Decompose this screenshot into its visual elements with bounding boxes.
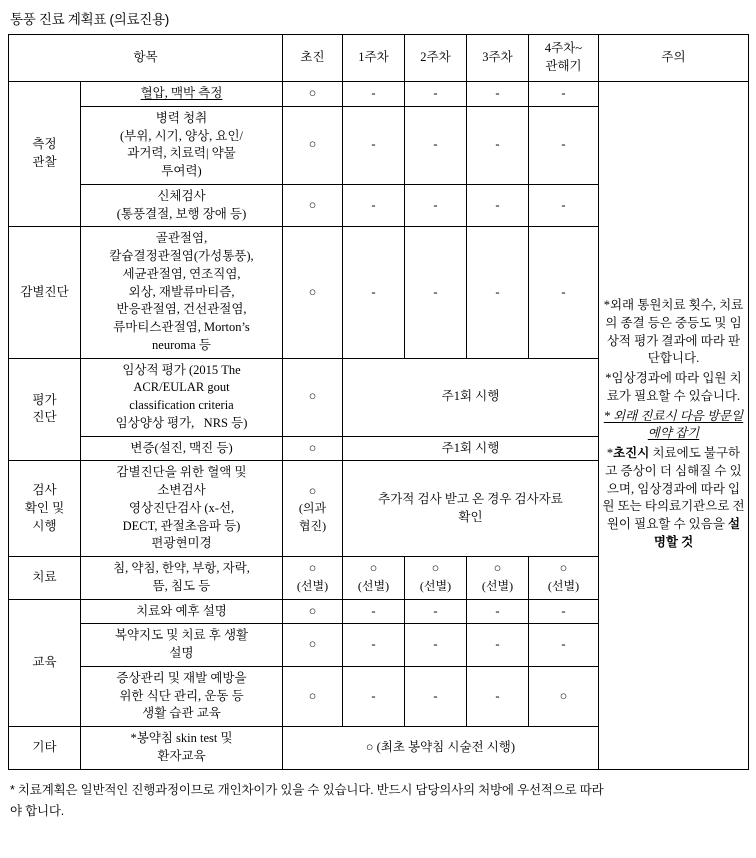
header-first-visit: 초진: [283, 35, 343, 82]
category-treatment: 치료: [9, 557, 81, 600]
mark-week3: -: [467, 599, 529, 624]
footnote: [10, 780, 746, 823]
footnote-line-2: 야 합니다.: [10, 803, 65, 818]
item-label: 임상적 평가 (2015 The ACR/EULAR gout classification criteria 임상양상 평가, NRS 등): [81, 358, 283, 436]
mark-week1: -: [343, 599, 405, 624]
item-label: 복약지도 및 치료 후 생활 설명: [81, 624, 283, 667]
header-week3: 3주차: [467, 35, 529, 82]
mark-first-visit: ○ (의과 협진): [283, 461, 343, 557]
category-etc: 기타: [9, 727, 81, 770]
notes-cell: [599, 82, 749, 770]
mark-week3: -: [467, 82, 529, 107]
mark-week1: -: [343, 666, 405, 726]
header-week1: 1주차: [343, 35, 405, 82]
mark-week4-plus: -: [529, 184, 599, 227]
item-label: 변증(설진, 맥진 등): [81, 436, 283, 461]
item-label: 골관절염, 칼슘결정관절염(가성통풍), 세균관절염, 연조직염, 외상, 재발류마티즘, 반응관절염, 건선관절염, 류마티스관절염, Morton’s neuroma 등: [81, 227, 283, 358]
header-item: 항목: [9, 35, 283, 82]
mark-bee-venom-skin-test: ○ (최초 봉약침 시술전 시행): [283, 727, 599, 770]
mark-week1: -: [343, 82, 405, 107]
mark-first-visit: ○: [283, 227, 343, 358]
mark-first-visit: ○: [283, 184, 343, 227]
category-measurement-observation: 측정 관찰: [9, 82, 81, 227]
mark-week2: -: [405, 227, 467, 358]
mark-week1: -: [343, 184, 405, 227]
mark-week2: -: [405, 106, 467, 184]
mark-week4-plus: -: [529, 82, 599, 107]
page-title: 통풍 진료 계획표 (의료진용): [10, 12, 169, 27]
mark-week2: -: [405, 82, 467, 107]
mark-additional-exam: 추가적 검사 받고 온 경우 검사자료 확인: [343, 461, 599, 557]
table-row: [9, 82, 749, 107]
mark-week4-plus: ○: [529, 666, 599, 726]
item-label: 증상관리 및 재발 예방을 위한 식단 관리, 운동 등 생활 습관 교육: [81, 666, 283, 726]
mark-week2: -: [405, 184, 467, 227]
mark-weekly: 주1회 시행: [343, 358, 599, 436]
mark-week3: -: [467, 184, 529, 227]
category-differential-diagnosis: 감별진단: [9, 227, 81, 358]
header-week2: 2주차: [405, 35, 467, 82]
item-label: 혈압, 맥박 측정: [81, 82, 283, 107]
mark-first-visit: ○: [283, 666, 343, 726]
mark-week2: ○ (선별): [405, 557, 467, 600]
mark-week2: -: [405, 624, 467, 667]
mark-week1: -: [343, 227, 405, 358]
note-line-3: * 외래 진료시 다음 방문일 예약 잡기: [603, 408, 744, 441]
mark-first-visit: ○ (선별): [283, 557, 343, 600]
mark-first-visit: ○: [283, 82, 343, 107]
note-line-2: *임상경과에 따라 입원 치료가 필요할 수 있습니다.: [605, 371, 742, 403]
mark-first-visit: ○: [283, 599, 343, 624]
mark-week4-plus: -: [529, 106, 599, 184]
item-label: *봉약침 skin test 및 환자교육: [81, 727, 283, 770]
category-examination: 검사 확인 및 시행: [9, 461, 81, 557]
item-label: 병력 청취 (부위, 시기, 양상, 요인/ 과거력, 치료력| 약물 투여력): [81, 106, 283, 184]
mark-week1: ○ (선별): [343, 557, 405, 600]
mark-week4-plus: -: [529, 599, 599, 624]
item-label: 침, 약침, 한약, 부항, 자락, 뜸, 침도 등: [81, 557, 283, 600]
mark-week3: -: [467, 624, 529, 667]
category-education: 교육: [9, 599, 81, 727]
item-label: 치료와 예후 설명: [81, 599, 283, 624]
header-week4-plus: 4주차~ 관해기: [529, 35, 599, 82]
mark-week2: -: [405, 599, 467, 624]
mark-week4-plus: -: [529, 227, 599, 358]
category-assessment-diagnosis: 평가 진단: [9, 358, 81, 461]
mark-first-visit: ○: [283, 624, 343, 667]
footnote-line-1: * 치료계획은 일반적인 진행과정이므로 개인차이가 있을 수 있습니다. 반드시 담당의사의 처방에 우선적으로 따라: [10, 782, 604, 797]
table-header-row: [9, 35, 749, 82]
item-label: 신체검사 (통풍결절, 보행 장애 등): [81, 184, 283, 227]
mark-week3: ○ (선별): [467, 557, 529, 600]
mark-weekly: 주1회 시행: [343, 436, 599, 461]
mark-week4-plus: ○ (선별): [529, 557, 599, 600]
header-notes: 주의: [599, 35, 749, 82]
item-label: 감별진단을 위한 혈액 및 소변검사 영상진단검사 (x-선, DECT, 관절초음파 등) 편광현미경: [81, 461, 283, 557]
mark-first-visit: ○: [283, 358, 343, 436]
mark-week3: -: [467, 227, 529, 358]
mark-first-visit: ○: [283, 436, 343, 461]
treatment-plan-table: [8, 34, 749, 770]
mark-week2: -: [405, 666, 467, 726]
mark-first-visit: ○: [283, 106, 343, 184]
note-line-4: *초진시 치료에도 불구하고 증상이 더 심해질 수 있으며, 임상경과에 따라 입원 또는 타의료기관으로 전원이 필요할 수 있음을 설명할 것: [602, 446, 745, 549]
note-line-1: *외래 통원치료 횟수, 치료의 종결 등은 중등도 및 임상적 평가 결과에 따라 판단합니다.: [603, 298, 744, 366]
mark-week3: -: [467, 666, 529, 726]
mark-week4-plus: -: [529, 624, 599, 667]
mark-week3: -: [467, 106, 529, 184]
mark-week1: -: [343, 106, 405, 184]
mark-week1: -: [343, 624, 405, 667]
